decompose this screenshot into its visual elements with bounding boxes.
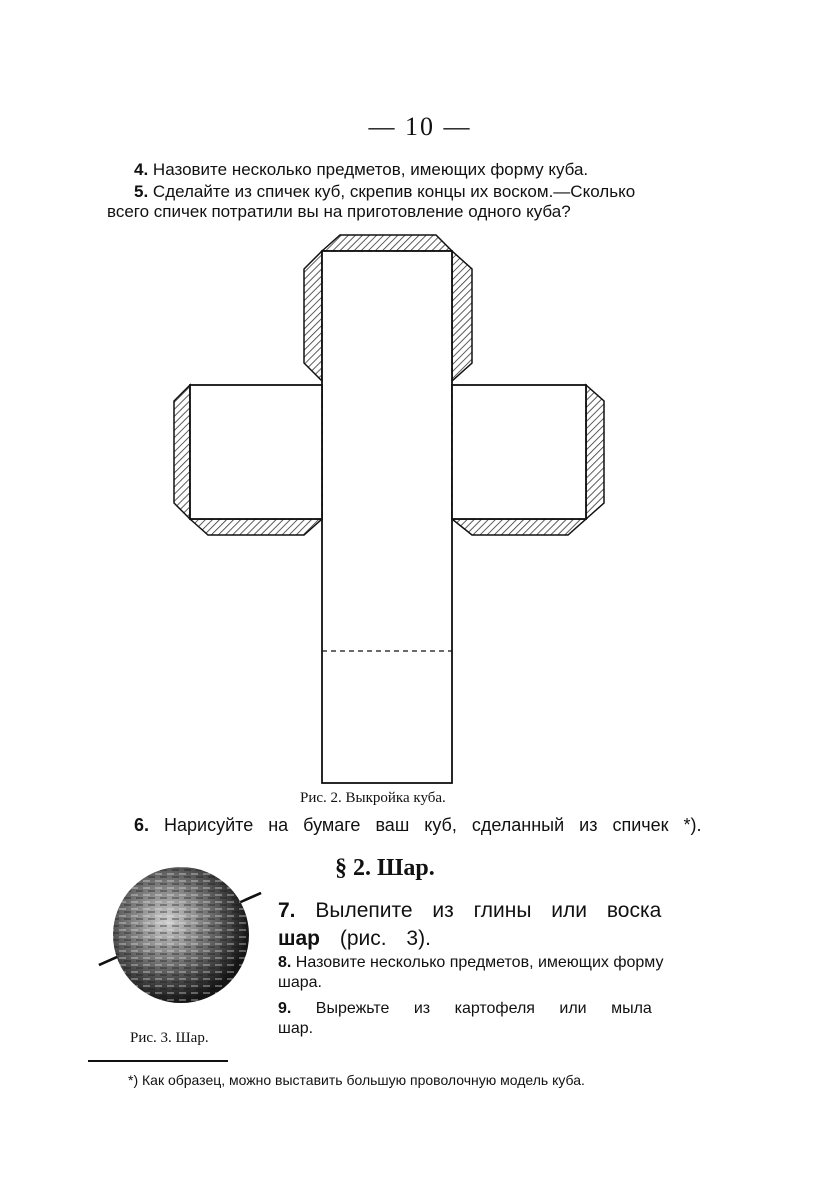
footnote: *) Как образец, можно выставить большую проволочную модель куба. [128, 1072, 585, 1088]
question-7-text-b: (рис. 3). [339, 927, 431, 950]
question-5-text-line1: Сделайте из спичек куб, скрепив концы их воском.—Сколько [152, 182, 636, 201]
section-title: § 2. Шар. [335, 855, 435, 881]
tab-left [174, 385, 190, 519]
question-8-number: 8. [278, 954, 292, 971]
net-left-face [190, 385, 322, 519]
tab-top [322, 235, 452, 251]
question-8 [278, 953, 708, 993]
question-6-number: 6. [134, 815, 150, 835]
question-6-text: Нарисуйте на бумаге ваш куб, сделанный из спичек *). [164, 815, 702, 835]
question-5-text-line2: всего спичек потратили вы на приготовление одного куба? [107, 202, 571, 221]
sphere-axis-right [245, 893, 261, 900]
figure-3-caption: Рис. 3. Шар. [130, 1030, 209, 1046]
tab-right-bottom [452, 519, 586, 535]
question-5 [107, 182, 734, 222]
question-7 [278, 897, 708, 953]
question-8-text: Назовите несколько предметов, имеющих форму шара. [278, 954, 664, 991]
question-7-text-bold: шар [278, 927, 321, 950]
net-right-face [452, 385, 586, 519]
question-7-text-a: Вылепите из глины или воска [315, 899, 662, 922]
question-4 [134, 160, 588, 180]
cube-net-figure [160, 225, 620, 785]
question-9-number: 9. [278, 1000, 292, 1017]
question-5-number: 5. [134, 182, 149, 201]
question-9 [278, 999, 708, 1039]
footnote-divider [88, 1060, 228, 1062]
question-4-text: Назовите несколько предметов, имеющих форму куба. [152, 160, 589, 179]
tab-top-right [452, 251, 472, 381]
sphere-axis-left [99, 957, 117, 965]
figure-2-caption: Рис. 2. Выкройка куба. [300, 790, 446, 806]
question-7-number: 7. [278, 899, 296, 922]
question-6 [134, 815, 702, 836]
question-9-text: Вырежьте из картофеля или мыла шар. [278, 1000, 652, 1037]
tab-top-left [304, 251, 322, 381]
question-4-number: 4. [134, 160, 149, 179]
sphere-figure [95, 865, 270, 1025]
net-center-column [322, 251, 452, 783]
page-number: — 10 — [368, 112, 472, 141]
tab-right [586, 385, 604, 519]
tab-left-bottom [190, 519, 322, 535]
